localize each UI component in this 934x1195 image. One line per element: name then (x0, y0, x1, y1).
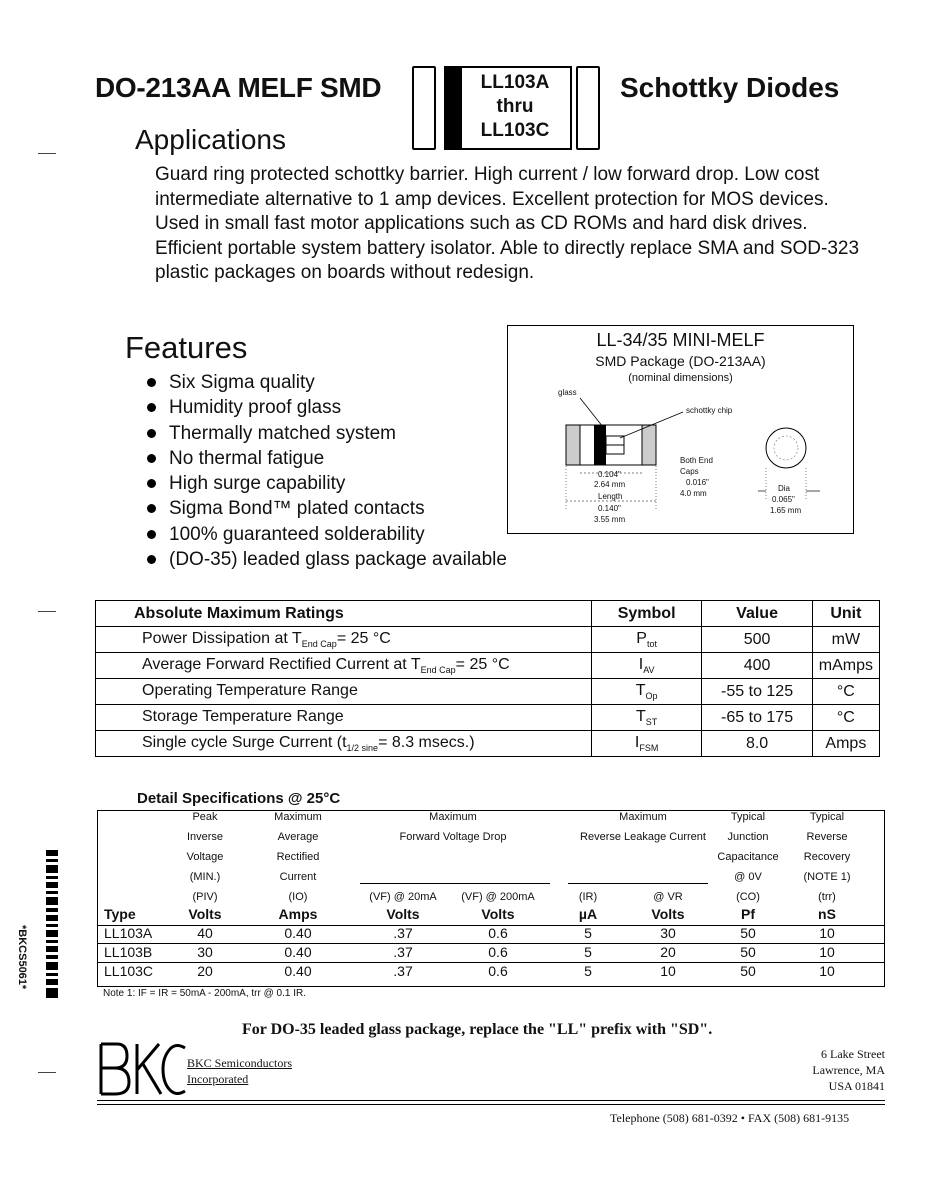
rating-value: 8.0 (702, 731, 812, 757)
rating-symbol: $T_{ST}$ (591, 705, 702, 731)
unit-io: Amps (278, 906, 318, 922)
col-header-recovery: Typical Reverse Recovery (NOTE 1) (trr) (803, 811, 851, 903)
feature-item: Thermally matched system (145, 421, 507, 446)
rating-value: -55 to 125 (702, 679, 812, 705)
side-barcode (42, 850, 62, 1000)
table-row (96, 627, 880, 653)
dim-body-mm: 2.64 mm (594, 480, 626, 489)
part-number-start: LL103A (480, 72, 550, 93)
side-code-text: *BKCS5061* (16, 925, 28, 990)
bkc-logo-mark (97, 1040, 187, 1098)
col-header-symbol: Symbol (591, 601, 702, 627)
rating-unit: Amps (812, 731, 879, 757)
dim-length-label: Length (598, 492, 623, 501)
absolute-maximum-ratings-table (95, 600, 880, 757)
detail-note: Note 1: IF = IR = 50mA - 200mA, trr @ 0.1 IR. (103, 988, 307, 999)
col-header-vf-200ma: (VF) @ 200mA (461, 891, 535, 903)
part-number-thru: thru (496, 96, 534, 117)
feature-item: High surge capability (145, 471, 507, 496)
package-drawing-box (507, 325, 854, 534)
dim-length-in: 0.140" (598, 504, 621, 513)
feature-item: Sigma Bond™ plated contacts (145, 496, 507, 521)
col-header-piv: Peak Inverse Voltage (MIN.) (PIV) (186, 811, 224, 903)
table-row (96, 679, 880, 705)
dim-dia-mm: 1.65 mm (770, 506, 802, 515)
rating-name: Average Forward Rectified Current at $T_{End Cap}= 25$ °C (96, 653, 592, 679)
rating-symbol: $P_{tot}$ (591, 627, 702, 653)
applications-text: Guard ring protected schottky barrier. High current / low forward drop. Low cost intermediate alternative to 1 amp devices. Excellent protection for MOS devices. Used in small fast motor applications such as CD ROMs and hard disk drives. Efficient portable system battery isolator. Able to directly replace SMA and SOD-323 plastic packages on boards without redesign. (155, 164, 860, 283)
rating-symbol: $T_{Op}$ (591, 679, 702, 705)
feature-item: (DO-35) leaded glass package available (145, 547, 507, 572)
rating-name: Operating Temperature Range (96, 679, 592, 705)
prefix-replacement-note: For DO-35 leaded glass package, replace the "LL" prefix with "SD". (242, 1021, 713, 1038)
dim-length-mm: 3.55 mm (594, 515, 626, 524)
feature-item: Six Sigma quality (145, 370, 507, 395)
col-header-unit: Unit (812, 601, 879, 627)
label-schottky-chip: schottky chip (686, 406, 733, 415)
scan-mark (38, 611, 56, 612)
dim-dia-in: 0.065" (772, 495, 795, 504)
company-address: 6 Lake Street Lawrence, MA USA 01841 (812, 1047, 885, 1093)
table-row (96, 705, 880, 731)
col-header-capacitance: Typical Junction Capacitance @ 0V (CO) (717, 811, 779, 903)
col-header-io: Maximum Average Rectified Current (IO) (274, 811, 322, 903)
detail-specifications-table: Peak Inverse Voltage (MIN.) (PIV) Maximum Average Rectified Current (IO) Maximum Forward Voltage Drop (VF) @ 20mA (VF) @ 200mA Maximum Reverse Leakage Current (IR) @ VR Typical Junction Capacitance @ 0V (CO) Typical Reverse Recovery (NOTE 1) (trr) Type Volts Amps Volts Volts µA Volts Pf nS LL103A 40 0.40 .37 0.6 5 30 50 10 LL103B 30 0.40 .37 0.6 5 20 50 10 LL103C 20 0.40 .37 0.6 5 10 50 10 (97, 810, 885, 987)
bkc-logo (97, 1040, 187, 1103)
document-title: DO-213AA MELF SMD (95, 72, 382, 103)
unit-vf-20ma: Volts (386, 906, 420, 922)
unit-recovery: nS (818, 906, 836, 922)
barcode-graphic (42, 850, 62, 1000)
table-row (96, 653, 880, 679)
dim-body-in: 0.104" (598, 470, 621, 479)
dim-cap-mm: 4.0 mm (680, 489, 707, 498)
label-caps: Caps (680, 467, 699, 476)
rating-value: 500 (702, 627, 812, 653)
product-category-title: Schottky Diodes (620, 72, 840, 103)
footer-divider-2 (97, 1104, 885, 1105)
package-title: LL-34/35 MINI-MELF (596, 330, 765, 350)
label-both-end: Both End (680, 456, 713, 465)
col-header-vf-20ma: (VF) @ 20mA (369, 891, 437, 903)
rating-unit: °C (812, 679, 879, 705)
scan-mark (38, 153, 56, 154)
rating-name: Single cycle Surge Current ($t_{1/2 sine}= 8.3$ msecs.) (96, 731, 592, 757)
rating-symbol: $I_{AV}$ (591, 653, 702, 679)
feature-item: 100% guaranteed solderability (145, 522, 507, 547)
table-row (96, 731, 880, 757)
rating-unit: °C (812, 705, 879, 731)
table-header-row (96, 601, 880, 627)
unit-capacitance: Pf (741, 906, 755, 922)
features-list (145, 370, 507, 572)
col-header-vf: Maximum Forward Voltage Drop (399, 811, 507, 843)
melf-package-diagram (508, 326, 853, 533)
unit-ir: µA (578, 906, 598, 922)
rating-unit: mW (812, 627, 879, 653)
feature-item: Humidity proof glass (145, 395, 507, 420)
package-note: (nominal dimensions) (628, 372, 733, 384)
unit-vr: Volts (651, 906, 685, 922)
label-glass: glass (558, 388, 577, 397)
rating-value: -65 to 175 (702, 705, 812, 731)
rating-value: 400 (702, 653, 812, 679)
contact-phone-fax: Telephone (508) 681-0392 • FAX (508) 681-9135 (610, 1111, 850, 1125)
rating-symbol: $I_{FSM}$ (591, 731, 702, 757)
footer-divider (97, 1100, 885, 1101)
package-subtitle: SMD Package (DO-213AA) (595, 353, 766, 369)
col-header-ir: (IR) (578, 891, 598, 903)
unit-piv: Volts (188, 906, 222, 922)
rating-name: Storage Temperature Range (96, 705, 592, 731)
rating-name: Power Dissipation at $T_{End Cap}= 25$ °C (96, 627, 592, 653)
col-header-vr: @ VR (653, 891, 683, 903)
scan-mark (38, 1072, 56, 1073)
feature-item: No thermal fatigue (145, 446, 507, 471)
detail-specifications-heading: Detail Specifications @ 25°C (137, 790, 341, 807)
col-header-rating: Absolute Maximum Ratings (96, 601, 592, 627)
dim-cap-in: 0.016" (686, 478, 709, 487)
col-header-value: Value (702, 601, 812, 627)
col-header-ir: Maximum Reverse Leakage Current (580, 811, 706, 843)
part-number-graphic (412, 66, 598, 148)
unit-vf-200ma: Volts (481, 906, 515, 922)
company-name: BKC Semiconductors Incorporated (187, 1056, 292, 1086)
unit-type: Type (104, 906, 136, 922)
features-heading: Features (125, 330, 248, 365)
applications-heading: Applications (135, 124, 286, 155)
part-number-end: LL103C (480, 120, 550, 141)
dim-dia-label: Dia (778, 484, 791, 493)
rating-unit: mAmps (812, 653, 879, 679)
